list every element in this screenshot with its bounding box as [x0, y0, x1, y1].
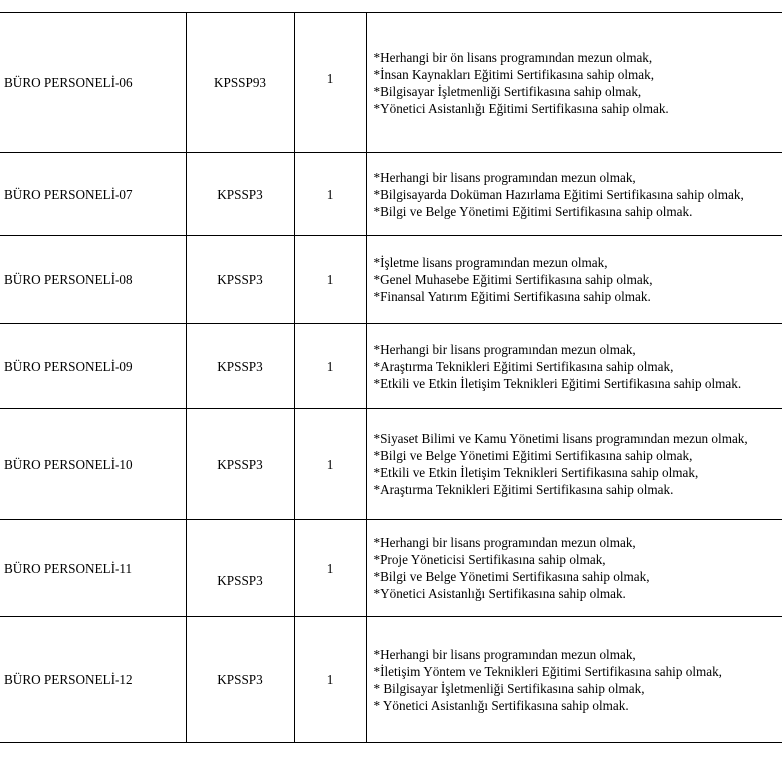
quantity-cell — [294, 13, 366, 153]
position-cell — [0, 520, 186, 617]
position-cell — [0, 153, 186, 236]
requirement-line: *Genel Muhasebe Eğitimi Sertifikasına sahip olmak, — [373, 272, 653, 287]
quantity-value: 1 — [326, 358, 334, 374]
requirement-line: *Bilgisayar İşletmenliği Sertifikasına sahip olmak, — [373, 83, 642, 99]
requirement-line: *Herhangi bir lisans programından mezun olmak, — [373, 535, 636, 550]
requirement-line: *Yönetici Asistanlığı Eğitimi Sertifikasına sahip olmak. — [373, 100, 669, 116]
table-row — [0, 153, 782, 236]
position-name: BÜRO PERSONELİ-11 — [4, 560, 133, 576]
requirements-cell — [366, 324, 782, 409]
requirement-line: *Siyaset Bilimi ve Kamu Yönetimi lisans programından mezun olmak, — [373, 431, 748, 446]
requirement-line: *Herhangi bir ön lisans programından mezun olmak, — [373, 49, 653, 65]
requirements-cell — [366, 236, 782, 324]
position-cell — [0, 236, 186, 324]
position-name: BÜRO PERSONELİ-09 — [4, 358, 133, 374]
requirement-line: * Yönetici Asistanlığı Sertifikasına sahip olmak. — [373, 697, 629, 713]
quantity-cell — [294, 324, 366, 409]
quantity-value: 1 — [326, 456, 334, 472]
requirement-line: *Herhangi bir lisans programından mezun olmak, — [373, 646, 636, 662]
quantity-cell — [294, 236, 366, 324]
requirement-line: *Yönetici Asistanlığı Sertifikasına sahip olmak. — [373, 586, 626, 601]
requirement-line: *Araştırma Teknikleri Eğitimi Sertifikasına sahip olmak. — [373, 482, 674, 497]
requirements-cell — [366, 409, 782, 520]
quantity-value: 1 — [326, 186, 334, 202]
requirements-cell — [366, 153, 782, 236]
table-row — [0, 409, 782, 520]
position-cell — [0, 13, 186, 153]
requirement-line: *İnsan Kaynakları Eğitimi Sertifikasına sahip olmak, — [373, 66, 655, 82]
code-cell — [186, 409, 294, 520]
requirement-line: *Proje Yöneticisi Sertifikasına sahip olmak, — [373, 552, 606, 567]
position-name: BÜRO PERSONELİ-10 — [4, 456, 133, 472]
position-name: BÜRO PERSONELİ-07 — [4, 186, 133, 202]
requirements-cell — [366, 617, 782, 743]
position-name: BÜRO PERSONELİ-06 — [4, 75, 133, 90]
requirement-line: *Bilgi ve Belge Yönetimi Eğitimi Sertifikasına sahip olmak, — [373, 448, 693, 463]
quantity-cell — [294, 409, 366, 520]
quantity-cell — [294, 153, 366, 236]
code-cell — [186, 617, 294, 743]
requirement-line: *Etkili ve Etkin İletişim Teknikleri Eğitimi Sertifikasına sahip olmak. — [373, 375, 742, 391]
position-cell — [0, 409, 186, 520]
requirement-line: *Bilgi ve Belge Yönetimi Eğitimi Sertifikasına sahip olmak. — [373, 203, 693, 219]
requirement-line: *İletişim Yöntem ve Teknikleri Eğitimi Sertifikasına sahip olmak, — [373, 663, 722, 679]
positions-table — [0, 12, 782, 743]
requirement-line: *İşletme lisans programından mezun olmak, — [373, 255, 608, 270]
requirements-cell — [366, 520, 782, 617]
position-name: BÜRO PERSONELİ-08 — [4, 272, 133, 287]
code-cell — [186, 520, 294, 617]
kpss-code: KPSSP3 — [217, 672, 263, 687]
requirement-line: *Etkili ve Etkin İletişim Teknikleri Sertifikasına sahip olmak, — [373, 465, 699, 480]
kpss-code: KPSSP3 — [217, 358, 263, 374]
requirement-line: *Herhangi bir lisans programından mezun olmak, — [373, 341, 636, 357]
code-cell — [186, 324, 294, 409]
code-cell — [186, 13, 294, 153]
quantity-value: 1 — [326, 71, 334, 86]
quantity-cell — [294, 520, 366, 617]
table-row — [0, 236, 782, 324]
requirement-line: * Bilgisayar İşletmenliği Sertifikasına sahip olmak, — [373, 680, 645, 696]
position-cell — [0, 617, 186, 743]
requirement-line: *Araştırma Teknikleri Eğitimi Sertifikasına sahip olmak, — [373, 358, 674, 374]
requirement-line: *Bilgi ve Belge Yönetimi Sertifikasına sahip olmak, — [373, 569, 650, 584]
table-row — [0, 13, 782, 153]
quantity-value: 1 — [326, 272, 334, 287]
requirement-line: *Bilgisayarda Doküman Hazırlama Eğitimi Sertifikasına sahip olmak, — [373, 186, 744, 202]
code-cell — [186, 153, 294, 236]
requirement-line: *Herhangi bir lisans programından mezun olmak, — [373, 169, 636, 185]
quantity-value: 1 — [326, 560, 334, 576]
requirements-cell — [366, 13, 782, 153]
table-row — [0, 617, 782, 743]
kpss-code: KPSSP3 — [217, 456, 263, 472]
quantity-cell — [294, 617, 366, 743]
position-cell — [0, 324, 186, 409]
kpss-code: KPSSP3 — [217, 186, 263, 202]
kpss-code: KPSSP3 — [217, 272, 263, 287]
table-row — [0, 520, 782, 617]
position-name: BÜRO PERSONELİ-12 — [4, 672, 133, 687]
quantity-value: 1 — [326, 672, 334, 687]
kpss-code: KPSSP3 — [217, 572, 263, 588]
kpss-code: KPSSP93 — [213, 75, 267, 90]
requirement-line: *Finansal Yatırım Eğitimi Sertifikasına sahip olmak. — [373, 289, 651, 304]
table-row — [0, 324, 782, 409]
code-cell — [186, 236, 294, 324]
